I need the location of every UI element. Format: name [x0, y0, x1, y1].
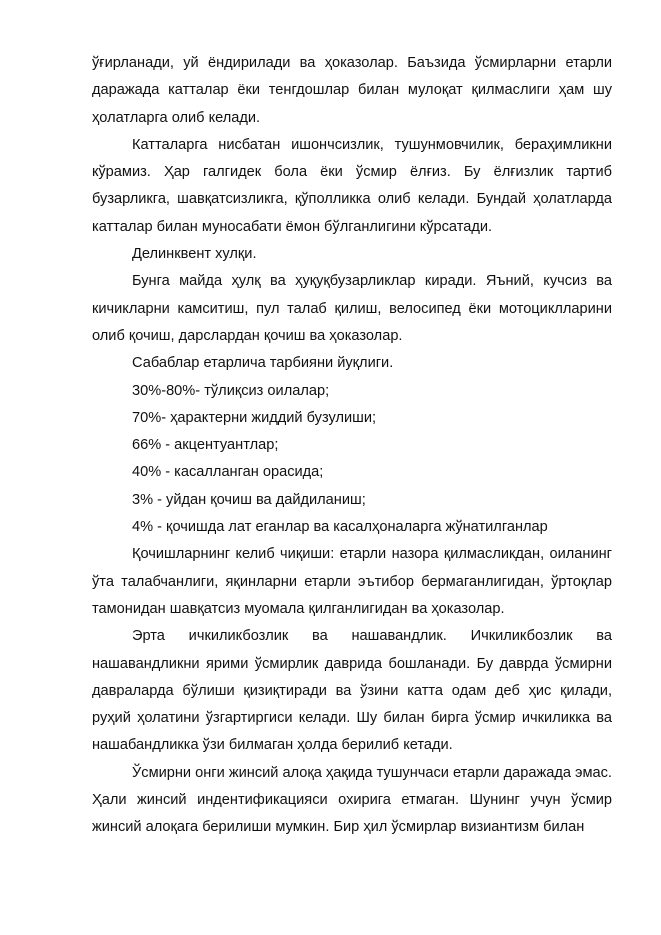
paragraph-sexual-awareness: Ўсмирни онги жинсий алоқа ҳақида тушунчаси етарли даражада эмас. Ҳали жинсий индентификацияси охирига етмаган. Шунинг учун ўсмир жинсий алоқага берилиши мумкин. Бир ҳил ўсмирлар визиантизм билан — [92, 764, 612, 836]
stat-line: 4% - қочишда лат еганлар ва касалҳоналарга жўнатилганлар — [132, 519, 548, 536]
paragraph-causes: Сабаблар етарлича тарбияни йуқлиги. — [132, 355, 394, 372]
section-heading-delinquent: Делинквент хулқи. — [132, 246, 257, 263]
stat-line: 70%- ҳарактерни жиддий бузулиши; — [132, 409, 377, 426]
paragraph-continuation: ўғирланади, уй ёндирилади ва ҳоказолар. Баъзида ўсмирларни етарли даражада катталар ёки тенгдошлар билан мулоқат қилмаслиги ҳам шу ҳолатларга олиб келади. — [92, 55, 612, 126]
paragraph-distrust: Катталарга нисбатан ишончсизлик, тушунмовчилик, бераҳимликни кўрамиз. Ҳар галгидек бола ёки ўсмир ёлғиз. Бу ёлғизлик тартиб бузарликга, шавқатсизликга, қўполликка олиб келади. Бундай ҳолатларда катталар билан муносабати ёмон бўлганлигини кўрсатади. — [92, 136, 612, 235]
stat-line: 30%-80%- тўлиқсиз оилалар; — [132, 382, 330, 399]
paragraph-alcoholism: Эрта ичкиликбозлик ва нашавандлик. Ичкиликбозлик ва нашавандликни ярими ўсмирлик даврида бошланади. Бу даврда ўсмирни давраларда бўлиши қизиқтиради ва ўзини катта одам деб ҳис қилади, руҳий ҳолатини ўзгартиргиси келади. Шу билан бирга ўсмир ичкиликка ва нашабандликка ўзи билмаган ҳолда берилиб кетади. — [92, 628, 612, 754]
stat-line: 66% - акцентуантлар; — [132, 437, 279, 454]
stat-line: 3% - уйдан қочиш ва дайдиланиш; — [132, 491, 366, 508]
document-page — [92, 50, 612, 842]
paragraph-delinquent-description: Бунга майда ҳулқ ва ҳуқуқбузарликлар киради. Яъний, кучсиз ва кичикларни камситиш, пул талаб қилиш, велосипед ёки мотоциклларини олиб қочиш, дарслардан қочиш ва ҳоказолар. — [92, 273, 612, 344]
stat-line: 40% - касалланган орасида; — [132, 464, 324, 481]
paragraph-runaways: Қочишларнинг келиб чиқиши: етарли назора қилмасликдан, оиланинг ўта талабчанлиги, яқинларни етарли эътибор бермаганлигидан, ўртоқлар тамонидан шавқатсиз муомала қилганлигидан ва ҳоказолар. — [92, 546, 612, 617]
